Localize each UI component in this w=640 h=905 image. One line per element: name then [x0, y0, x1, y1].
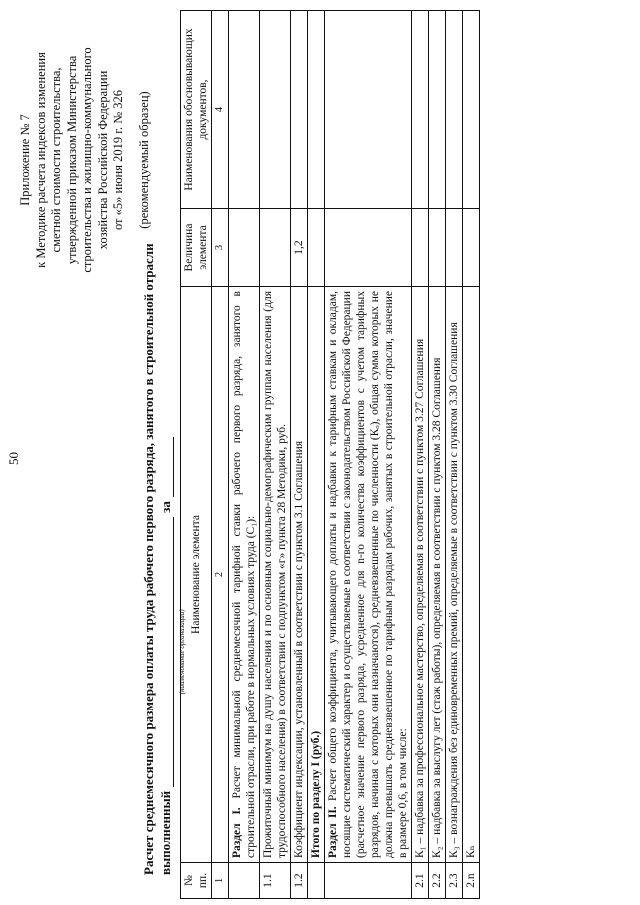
row-element-name	[412, 287, 429, 863]
row-document	[308, 11, 325, 209]
title-line-2	[157, 25, 186, 875]
table-header-row	[181, 11, 212, 899]
period-blank	[158, 437, 174, 497]
row-element-name	[463, 287, 480, 863]
table-row	[260, 11, 291, 899]
row-number	[325, 863, 412, 899]
row-element-name	[325, 287, 412, 863]
row-value: 1,2	[291, 209, 308, 287]
row-text: Прожиточный минимум на душу населения и по основным социально-демографическим группам населения (для трудоспособного населения) в соответствии с подпунктом «г» пункта 28 Методики, руб.	[262, 291, 288, 858]
column-index: 3	[212, 209, 229, 287]
header-documents: Наименования обосновывающих документов,	[181, 11, 212, 209]
row-value	[260, 209, 291, 287]
row-number: 1.2	[291, 863, 308, 899]
row-number	[308, 863, 325, 899]
row-number: 2.2	[429, 863, 446, 899]
row-number: 2.n	[463, 863, 480, 899]
appendix-line: к Методике расчета индексов изменения	[33, 52, 48, 268]
section-label: Раздел I.	[231, 807, 243, 858]
table-row	[463, 11, 480, 899]
row-number: 2.1	[412, 863, 429, 899]
organization-caption: (наименование организации)	[178, 609, 186, 695]
appendix-line: Приложение № 7	[18, 114, 32, 206]
row-value	[429, 209, 446, 287]
table-row	[308, 11, 325, 899]
appendix-header	[18, 10, 152, 310]
row-value	[325, 209, 412, 287]
row-element-name	[446, 287, 463, 863]
table-row	[325, 11, 412, 899]
appendix-line: строительства и жилищно-коммунального	[80, 47, 94, 273]
row-document	[463, 11, 480, 209]
row-number: 2.3	[446, 863, 463, 899]
section-label: Раздел II.	[327, 806, 339, 858]
row-value	[463, 209, 480, 287]
row-value	[446, 209, 463, 287]
row-document	[229, 11, 260, 209]
row-text: К₃ – вознаграждения без единовременных премий, определяемые в соответствии с пунктом 3.30 Соглашения	[448, 322, 460, 858]
row-document	[412, 11, 429, 209]
row-document	[260, 11, 291, 209]
table-row	[446, 11, 463, 899]
header-element-value: Величина элемента	[181, 209, 212, 287]
column-index-row	[212, 11, 229, 899]
row-element-name	[308, 287, 325, 863]
row-value	[229, 209, 260, 287]
row-text: К₂ – надбавка за выслугу лет (стаж работы), определяемая в соответствии с пунктом 3.28 Соглашения	[431, 357, 443, 858]
title-prefix: выполненный	[158, 790, 173, 875]
table-row	[429, 11, 446, 899]
document-title	[140, 25, 186, 875]
column-index: 4	[212, 11, 229, 209]
row-value	[412, 209, 429, 287]
row-document	[325, 11, 412, 209]
row-number	[229, 863, 260, 899]
column-index: 1	[212, 863, 229, 899]
row-text: Коэффициент индексации, установленный в соответствии с пунктом 3.1 Соглашения	[293, 440, 305, 858]
header-number: № пп.	[181, 863, 212, 899]
period-label: за	[158, 501, 173, 513]
row-document	[446, 11, 463, 209]
row-element-name	[229, 287, 260, 863]
appendix-line: хозяйства Российской Федерации	[95, 70, 110, 250]
section-label: Итого по разделу I (руб.)	[310, 730, 322, 858]
row-value	[308, 209, 325, 287]
row-text: Расчет минимальной среднемесячной тарифной ставки рабочего первого разряда, занятого в строительной отрасли, при работе в нормальных условиях труда (С₁):	[231, 291, 257, 858]
row-number: 1.1	[260, 863, 291, 899]
row-element-name	[291, 287, 308, 863]
appendix-line: сметной стоимости строительства,	[49, 67, 63, 253]
row-document	[429, 11, 446, 209]
row-text: Кₙ	[465, 845, 477, 858]
organization-blank	[158, 517, 186, 787]
table-row	[229, 11, 260, 899]
row-document	[291, 11, 308, 209]
title-line: Расчет среднемесячного размера оплаты труда рабочего первого разряда, занятого в строительной отрасли	[141, 243, 156, 875]
row-element-name	[260, 287, 291, 863]
column-index: 2	[212, 287, 229, 863]
appendix-line: от «5» июня 2019 г. № 326	[111, 89, 125, 231]
calculation-table	[180, 10, 480, 899]
row-element-name	[429, 287, 446, 863]
page-number: 50	[6, 452, 21, 465]
header-element-name: Наименование элемента	[181, 287, 212, 863]
row-text: Расчет общего коэффициента, учитывающего доплаты и надбавки к тарифным ставкам и окладам, носящие систематический характер и осуществляемые в соответствии с законодательством Российской Федерации (расчетное значение первого разряда, усредненное для n-го количества коэффициентов с учетом тарифных разрядов, начиная с которых они назначаются), средневзвешенные по численности (Кₒ), общая сумма которых не должна превышать средневзвешенное по тарифным разрядам рабочих, занятых в строительной отрасли, значение в размере 0,6, в том числе:	[327, 290, 409, 858]
table-row	[412, 11, 429, 899]
appendix-line: утвержденной приказом Министерства	[64, 55, 79, 265]
table-row	[291, 11, 308, 899]
appendix-note: (рекомендуемый образец)	[136, 91, 151, 229]
row-text: К₁ – надбавка за профессиональное мастерство, определяемая в соответствии с пунктом 3.27 Соглашения	[414, 338, 426, 858]
